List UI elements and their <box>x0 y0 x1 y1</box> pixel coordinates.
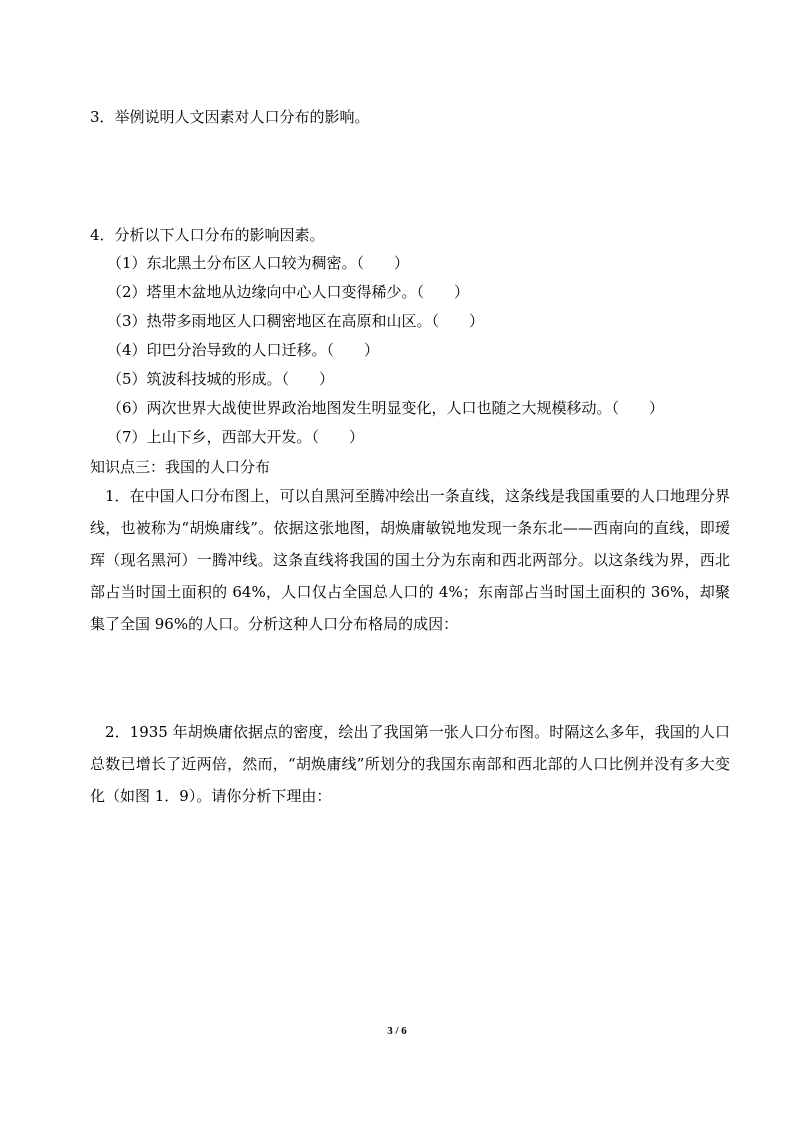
question-4-item-5: （5）筑波科技城的形成。（ ） <box>107 370 335 388</box>
question-4-item-7: （7）上山下乡，西部大开发。（ ） <box>107 428 365 446</box>
question-4-item-2: （2）塔里木盆地从边缘向中心人口变得稀少。（ ） <box>107 283 470 301</box>
question-4-item-3: （3）热带多雨地区人口稠密地区在高原和山区。（ ） <box>107 312 485 330</box>
question-4-item-4: （4）印巴分治导致的人口迁移。（ ） <box>107 341 380 359</box>
question-4-item-1: （1）东北黑土分布区人口较为稠密。（ ） <box>107 254 410 272</box>
section-paragraph-2-text: 2．1935 年胡焕庸依据点的密度，绘出了我国第一张人口分布图。时隔这么多年，我国的人口总数已增长了近两倍，然而，“胡焕庸线”所划分的我国东南部和西北部的人口比例并没有多大变化（如图 1．9）。请你分析下理由： <box>90 723 730 805</box>
question-4: 4．分析以下人口分布的影响因素。 <box>90 226 325 244</box>
section-paragraph-1-text: 1．在中国人口分布图上，可以自黑河至腾冲绘出一条直线，这条线是我国重要的人口地理分界线，也被称为“胡焕庸线”。依据这张地图，胡焕庸敏锐地发现一条东北——西南向的直线，即瑷珲（现名黑河）一腾冲线。这条直线将我国的国土分为东南和西北两部分。以这条线为界，西北部占当时国土面积的 64%，人口仅占全国总人口的 4%；东南部占当时国土面积的 36%，却聚集了全国 96%的人口。分析这种人口分布格局的成因： <box>90 487 730 633</box>
question-4-item-6: （6）两次世界大战使世界政治地图发生明显变化，人口也随之大规模移动。（ ） <box>107 399 665 417</box>
section-heading: 知识点三：我国的人口分布 <box>90 458 271 476</box>
section-paragraph-2 <box>90 716 730 812</box>
page-number: 3 / 6 <box>387 1025 407 1037</box>
question-3: 3．举例说明人文因素对人口分布的影响。 <box>90 108 370 126</box>
section-paragraph-1 <box>90 480 730 640</box>
